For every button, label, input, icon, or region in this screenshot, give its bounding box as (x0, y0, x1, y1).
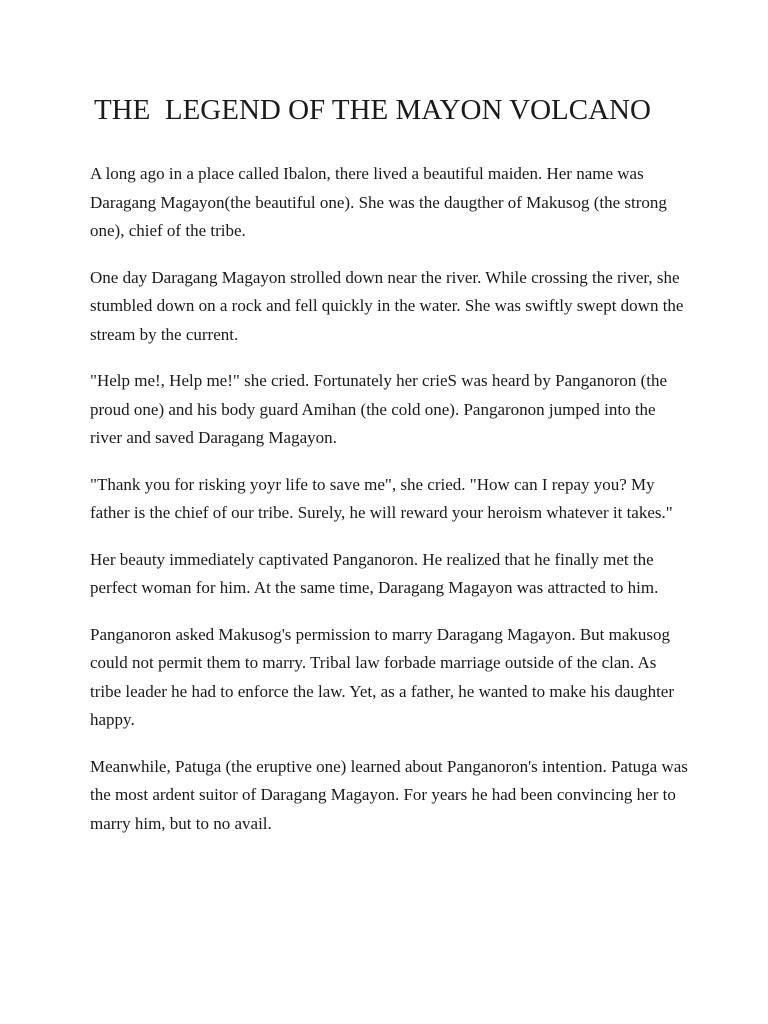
paragraph-4: "Thank you for risking yoyr life to save me", she cried. "How can I repay you? My father is the chief of our tribe. Surely, he will reward your heroism whatever it takes." (90, 474, 673, 522)
paragraph-2: One day Daragang Magayon strolled down near the river. While crossing the river, she stumbled down on a rock and fell quickly in the water. She was swiftly swept down the stream by the current. (90, 267, 684, 344)
document-title: THE LEGEND OF THE MAYON VOLCANO (94, 94, 651, 126)
paragraph-5: Her beauty immediately captivated Panganoron. He realized that he finally met the perfect woman for him. At the same time, Daragang Magayon was attracted to him. (90, 549, 659, 597)
paragraph-7: Meanwhile, Patuga (the eruptive one) learned about Panganoron's intention. Patuga was the most ardent suitor of Daragang Magayon. For years he had been convincing her to marry him, but to no avail. (90, 756, 688, 833)
document-body (90, 160, 690, 856)
paragraph-3: "Help me!, Help me!" she cried. Fortunately her crieS was heard by Panganoron (the proud one) and his body guard Amihan (the cold one). Pangaronon jumped into the river and saved Daragang Magayon. (90, 371, 668, 447)
paragraph-6: Panganoron asked Makusog's permission to marry Daragang Magayon. But makusog could not permit them to marry. Tribal law forbade marriage outside of the clan. As tribe leader he had to enforce the law. Yet, as a father, he wanted to make his daughter happy. (90, 624, 675, 729)
paragraph-1: A long ago in a place called Ibalon, there lived a beautiful maiden. Her name was Daragang Magayon(the beautiful one). She was the daugther of Makusog (the strong one), chief of the tribe. (90, 164, 667, 240)
